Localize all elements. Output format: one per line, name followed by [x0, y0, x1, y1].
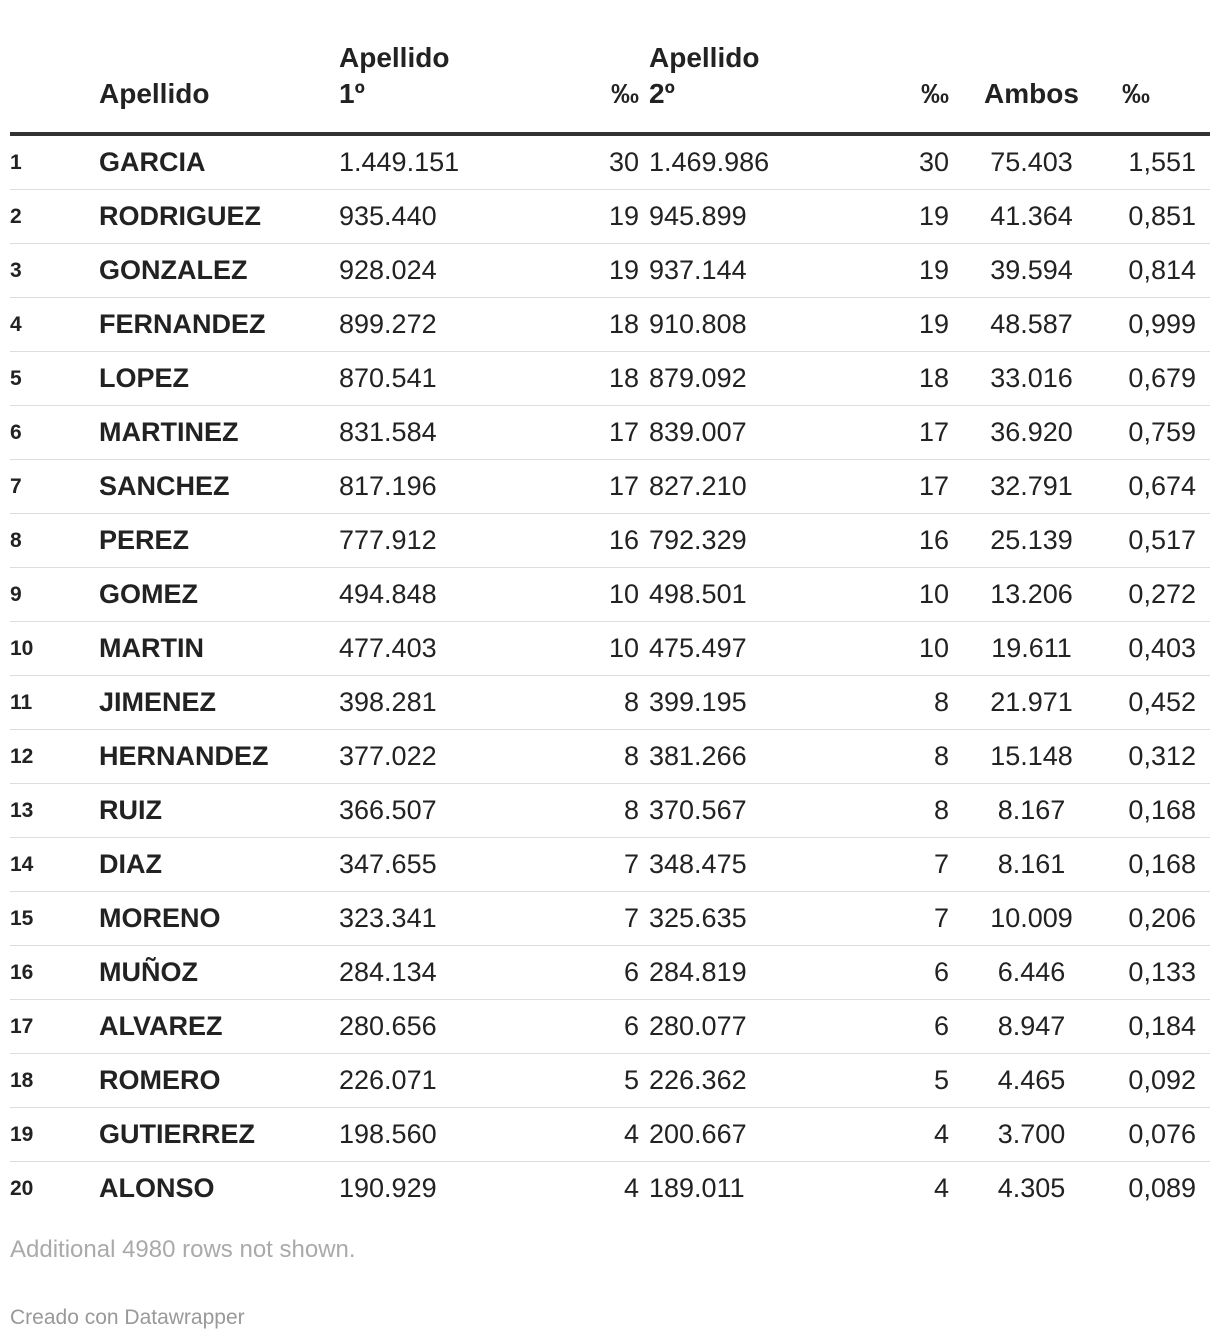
permil-2-cell: 18 — [799, 352, 959, 406]
surname-cell: ROMERO — [99, 1054, 339, 1108]
ambos-cell: 13.206 — [959, 568, 1104, 622]
permil-2-cell: 8 — [799, 730, 959, 784]
permil-3-cell: 0,999 — [1104, 298, 1210, 352]
permil-3-cell: 1,551 — [1104, 134, 1210, 190]
table-row — [10, 460, 1210, 514]
apellido-1-cell: 284.134 — [339, 946, 489, 1000]
apellido-1-cell: 190.929 — [339, 1173, 437, 1203]
permil-1-cell: 7 — [489, 838, 649, 892]
ambos-cell: 19.611 — [959, 622, 1104, 676]
apellido-2-cell: 937.144 — [649, 244, 799, 298]
ambos-cell: 41.364 — [959, 190, 1104, 244]
permil-1-cell: 4 — [489, 1108, 649, 1162]
ambos-cell: 39.594 — [959, 244, 1104, 298]
surname-table — [10, 40, 1210, 1215]
apellido-2-cell: 325.635 — [649, 892, 799, 946]
permil-1-cell: 17 — [489, 406, 649, 460]
permil-2-cell: 5 — [799, 1054, 959, 1108]
header-apellido-2-line2: 2º — [649, 78, 675, 109]
apellido-2-cell: 839.007 — [649, 406, 799, 460]
permil-3-cell: 0,133 — [1104, 946, 1210, 1000]
rank-cell: 3 — [10, 244, 99, 298]
surname-cell: JIMENEZ — [99, 676, 339, 730]
permil-3-cell: 0,168 — [1104, 838, 1210, 892]
ambos-cell: 33.016 — [959, 352, 1104, 406]
header-permil-1[interactable] — [489, 40, 649, 134]
permil-1-cell: 6 — [489, 946, 649, 1000]
permil-1-cell: 18 — [489, 298, 649, 352]
apellido-1-cell: 817.196 — [339, 460, 489, 514]
ambos-cell: 48.587 — [959, 298, 1104, 352]
ambos-cell: 10.009 — [959, 892, 1104, 946]
apellido-1-cell: 366.507 — [339, 784, 489, 838]
table-row — [10, 568, 1210, 622]
rank-cell: 17 — [10, 1000, 99, 1054]
permil-2-cell: 17 — [799, 460, 959, 514]
rank-cell: 10 — [10, 622, 99, 676]
permil-2-cell: 6 — [799, 946, 959, 1000]
rank-cell: 6 — [10, 406, 99, 460]
apellido-1-cell: 494.848 — [339, 568, 489, 622]
ambos-cell: 25.139 — [959, 514, 1104, 568]
header-ambos-label: Ambos — [984, 78, 1079, 109]
header-apellido-1[interactable] — [339, 40, 489, 134]
header-apellido-1-line2: 1º — [339, 78, 365, 109]
permil-3-cell: 0,272 — [1104, 568, 1210, 622]
permil-2-cell: 30 — [799, 134, 959, 190]
header-apellido-label: Apellido — [99, 78, 210, 109]
permil-2-cell: 16 — [799, 514, 959, 568]
table-row — [10, 352, 1210, 406]
rank-cell: 12 — [10, 730, 99, 784]
permil-3-cell: 0,076 — [1104, 1108, 1210, 1162]
surname-cell: DIAZ — [99, 838, 339, 892]
surname-cell: SANCHEZ — [99, 460, 339, 514]
apellido-1-cell: 928.024 — [339, 244, 489, 298]
apellido-1-cell: 226.071 — [339, 1054, 489, 1108]
permil-1-cell: 18 — [489, 352, 649, 406]
permil-2-cell: 19 — [799, 244, 959, 298]
table-row — [10, 730, 1210, 784]
permil-1-cell: 6 — [489, 1000, 649, 1054]
ambos-cell: 8.161 — [959, 838, 1104, 892]
surname-cell: GONZALEZ — [99, 244, 339, 298]
apellido-1-cell: 398.281 — [339, 676, 489, 730]
apellido-1-cell: 347.655 — [339, 838, 489, 892]
surname-cell: RUIZ — [99, 784, 339, 838]
permil-1-cell: 16 — [489, 514, 649, 568]
rank-cell: 16 — [10, 946, 99, 1000]
apellido-1-cell: 899.272 — [339, 298, 489, 352]
permil-3-cell: 0,092 — [1104, 1054, 1210, 1108]
header-ambos[interactable] — [959, 40, 1104, 134]
apellido-1-cell: 323.341 — [339, 892, 489, 946]
rank-cell: 2 — [10, 190, 99, 244]
table-header — [10, 40, 1210, 134]
rank-cell: 14 — [10, 838, 99, 892]
header-rank[interactable] — [10, 40, 99, 134]
permil-2-cell: 19 — [799, 298, 959, 352]
permil-3-cell: 0,759 — [1104, 406, 1210, 460]
surname-cell: GARCIA — [99, 134, 339, 190]
permil-2-cell: 19 — [799, 190, 959, 244]
permil-1-cell: 17 — [489, 460, 649, 514]
surname-cell: LOPEZ — [99, 352, 339, 406]
rank-cell: 8 — [10, 514, 99, 568]
rank-cell: 13 — [10, 784, 99, 838]
permil-1-cell: 8 — [489, 676, 649, 730]
permil-3-cell: 0,674 — [1104, 460, 1210, 514]
header-row — [10, 40, 1210, 134]
apellido-2-cell: 370.567 — [649, 784, 799, 838]
permil-1-cell: 5 — [489, 1054, 649, 1108]
rank-cell: 18 — [10, 1054, 99, 1108]
apellido-1-cell: 1.449.151 — [339, 134, 489, 190]
apellido-2-cell: 189.011 — [649, 1173, 745, 1203]
table-row — [10, 946, 1210, 1000]
table-row — [10, 190, 1210, 244]
surname-cell: MORENO — [99, 892, 339, 946]
ambos-cell: 8.947 — [959, 1000, 1104, 1054]
apellido-1-cell: 280.656 — [339, 1000, 489, 1054]
ambos-cell: 4.305 — [997, 1173, 1066, 1203]
ambos-cell: 75.403 — [959, 134, 1104, 190]
permil-3-cell: 0,206 — [1104, 892, 1210, 946]
permil-3-cell: 0,312 — [1104, 730, 1210, 784]
apellido-2-cell: 945.899 — [649, 190, 799, 244]
apellido-1-cell: 870.541 — [339, 352, 489, 406]
apellido-2-cell: 200.667 — [649, 1108, 799, 1162]
rows-not-shown-note: Additional 4980 rows not shown. — [10, 1236, 356, 1263]
permil-2-cell: 8 — [799, 784, 959, 838]
surname-cell: HERNANDEZ — [99, 730, 339, 784]
apellido-1-cell: 477.403 — [339, 622, 489, 676]
surname-cell: GOMEZ — [99, 568, 339, 622]
header-apellido-1-line1: Apellido — [339, 42, 450, 73]
permil-2-cell: 4 — [933, 1173, 949, 1203]
ambos-cell: 6.446 — [959, 946, 1104, 1000]
apellido-1-cell: 935.440 — [339, 190, 489, 244]
permil-1-cell: 10 — [489, 622, 649, 676]
ambos-cell: 3.700 — [959, 1108, 1104, 1162]
ambos-cell: 4.465 — [959, 1054, 1104, 1108]
table-row — [10, 892, 1210, 946]
header-apellido-2-line1: Apellido — [649, 42, 760, 73]
table-row — [10, 298, 1210, 352]
apellido-2-cell: 827.210 — [649, 460, 799, 514]
table-row — [10, 676, 1210, 730]
permil-1-cell: 10 — [489, 568, 649, 622]
apellido-2-cell: 475.497 — [649, 622, 799, 676]
permil-2-cell: 10 — [799, 568, 959, 622]
table-row — [10, 1054, 1210, 1108]
permil-1-cell: 8 — [489, 730, 649, 784]
apellido-2-cell: 399.195 — [649, 676, 799, 730]
header-apellido[interactable] — [99, 40, 339, 134]
permil-1-cell: 30 — [489, 134, 649, 190]
header-apellido-2[interactable] — [649, 40, 799, 134]
permil-3-cell: 0,517 — [1104, 514, 1210, 568]
rank-cell: 9 — [10, 568, 99, 622]
surname-cell: FERNANDEZ — [99, 298, 339, 352]
permil-1-cell: 8 — [489, 784, 649, 838]
rank-cell: 11 — [10, 676, 99, 730]
ambos-cell: 8.167 — [959, 784, 1104, 838]
permil-3-cell: 0,168 — [1104, 784, 1210, 838]
apellido-2-cell: 348.475 — [649, 838, 799, 892]
surname-cell: ALVAREZ — [99, 1000, 339, 1054]
permil-3-cell: 0,403 — [1104, 622, 1210, 676]
rank-cell: 5 — [10, 352, 99, 406]
rank-cell: 15 — [10, 892, 99, 946]
rank-cell: 4 — [10, 298, 99, 352]
permil-1-cell: 19 — [489, 244, 649, 298]
surname-table-container — [10, 40, 1210, 1215]
permil-3-cell: 0,184 — [1104, 1000, 1210, 1054]
surname-cell: ALONSO — [99, 1173, 215, 1203]
surname-cell: PEREZ — [99, 514, 339, 568]
permil-3-cell: 0,089 — [1128, 1173, 1196, 1203]
permil-3-cell: 0,679 — [1104, 352, 1210, 406]
header-permil-3-label: ‰ — [1122, 78, 1150, 109]
apellido-1-cell: 777.912 — [339, 514, 489, 568]
ambos-cell: 36.920 — [959, 406, 1104, 460]
rank-cell: 1 — [10, 134, 99, 190]
table-row — [10, 784, 1210, 838]
permil-3-cell: 0,814 — [1104, 244, 1210, 298]
surname-cell: MARTIN — [99, 622, 339, 676]
permil-2-cell: 4 — [799, 1108, 959, 1162]
permil-2-cell: 8 — [799, 676, 959, 730]
permil-2-cell: 17 — [799, 406, 959, 460]
permil-2-cell: 6 — [799, 1000, 959, 1054]
apellido-1-cell: 377.022 — [339, 730, 489, 784]
apellido-2-cell: 226.362 — [649, 1054, 799, 1108]
table-row — [10, 838, 1210, 892]
apellido-1-cell: 198.560 — [339, 1108, 489, 1162]
table-row — [10, 514, 1210, 568]
apellido-2-cell: 280.077 — [649, 1000, 799, 1054]
permil-2-cell: 7 — [799, 838, 959, 892]
rank-cell: 19 — [10, 1108, 99, 1162]
header-permil-2[interactable] — [799, 40, 959, 134]
header-permil-1-label: ‰ — [611, 78, 639, 109]
ambos-cell: 32.791 — [959, 460, 1104, 514]
permil-2-cell: 7 — [799, 892, 959, 946]
apellido-2-cell: 284.819 — [649, 946, 799, 1000]
header-permil-2-label: ‰ — [921, 78, 949, 109]
permil-1-cell: 4 — [623, 1173, 639, 1203]
permil-3-cell: 0,851 — [1104, 190, 1210, 244]
table-row — [10, 1108, 1210, 1162]
table-row — [10, 622, 1210, 676]
surname-cell: MUÑOZ — [99, 946, 339, 1000]
ambos-cell: 21.971 — [959, 676, 1104, 730]
table-row — [10, 244, 1210, 298]
apellido-2-cell: 879.092 — [649, 352, 799, 406]
permil-1-cell: 19 — [489, 190, 649, 244]
table-row — [10, 134, 1210, 190]
apellido-2-cell: 381.266 — [649, 730, 799, 784]
table-body — [10, 134, 1210, 1215]
apellido-2-cell: 498.501 — [649, 568, 799, 622]
apellido-2-cell: 1.469.986 — [649, 134, 799, 190]
apellido-2-cell: 792.329 — [649, 514, 799, 568]
datawrapper-credit[interactable]: Creado con Datawrapper — [10, 1306, 245, 1329]
table-row — [10, 1000, 1210, 1054]
rank-cell: 20 — [10, 1176, 34, 1200]
rank-cell: 7 — [10, 460, 99, 514]
surname-cell: MARTINEZ — [99, 406, 339, 460]
apellido-1-cell: 831.584 — [339, 406, 489, 460]
permil-2-cell: 10 — [799, 622, 959, 676]
header-permil-3[interactable] — [1104, 40, 1210, 134]
permil-3-cell: 0,452 — [1104, 676, 1210, 730]
table-row — [10, 406, 1210, 460]
apellido-2-cell: 910.808 — [649, 298, 799, 352]
table-row — [10, 1162, 1210, 1216]
surname-cell: RODRIGUEZ — [99, 190, 339, 244]
surname-cell: GUTIERREZ — [99, 1108, 339, 1162]
permil-1-cell: 7 — [489, 892, 649, 946]
ambos-cell: 15.148 — [959, 730, 1104, 784]
